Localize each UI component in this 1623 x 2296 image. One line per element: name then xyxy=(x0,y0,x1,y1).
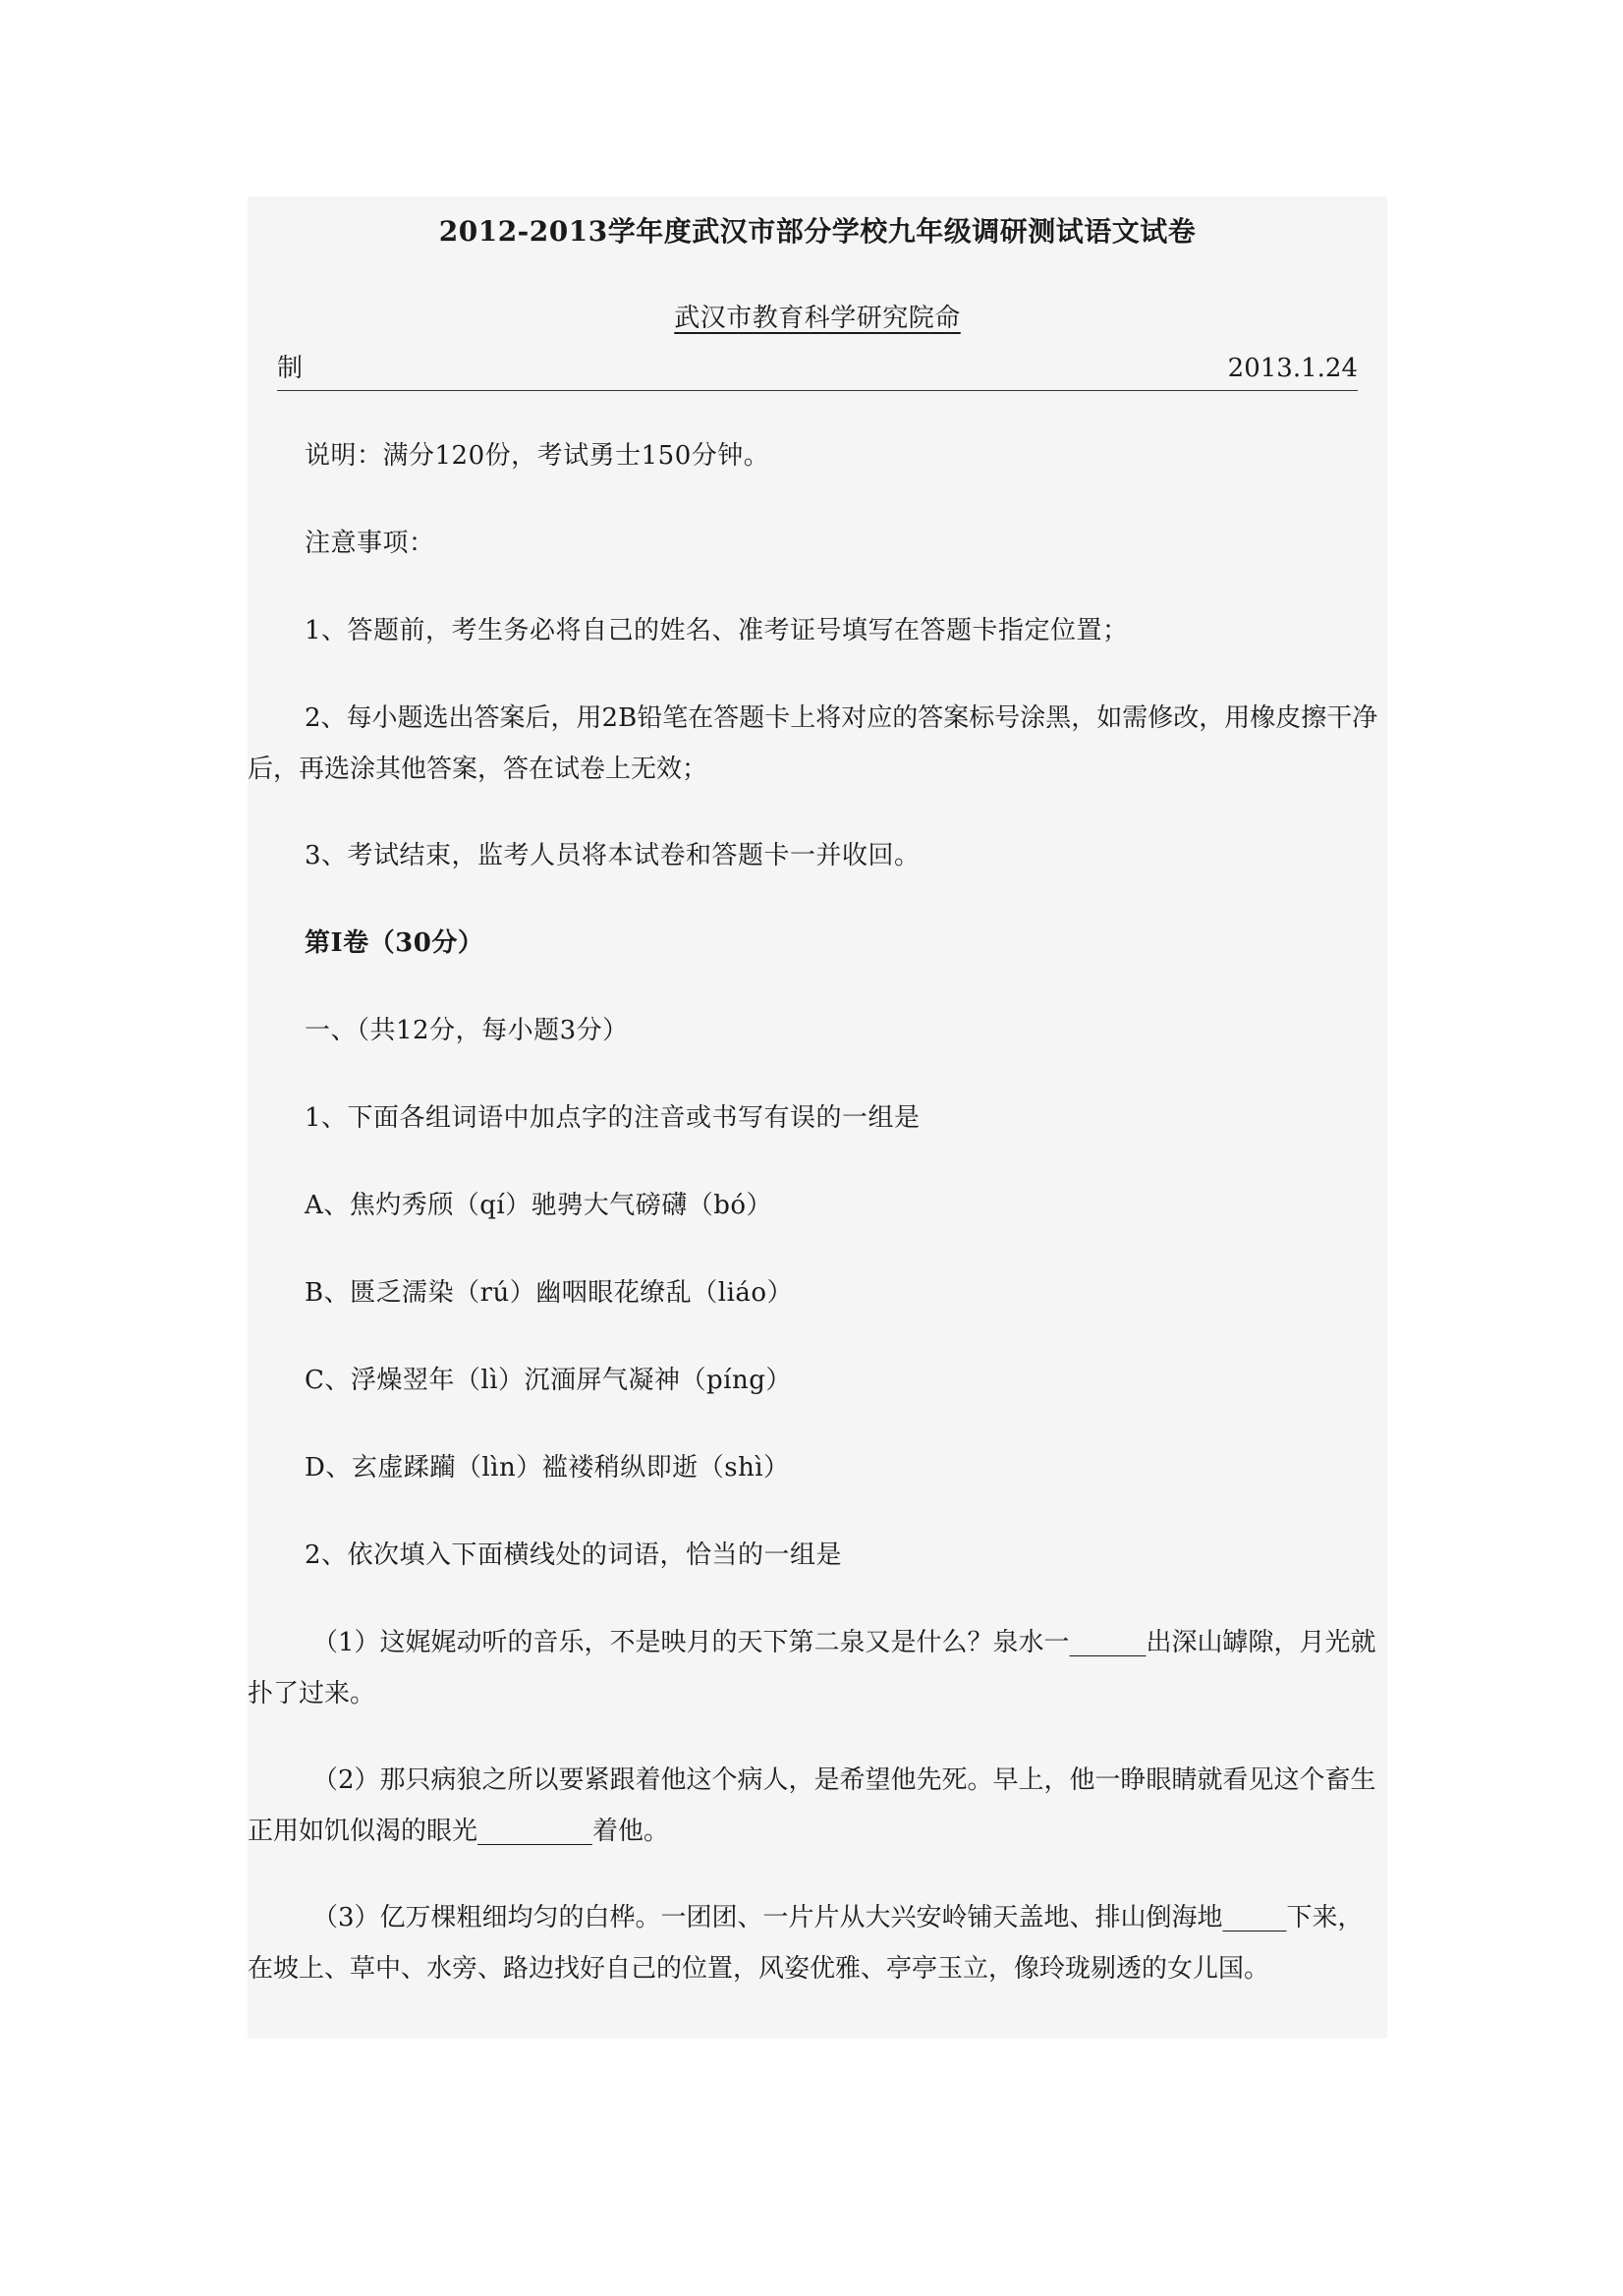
question-2-passage-1: （1）这娓娓动听的音乐，不是映月的天下第二泉又是什么？泉水一______出深山罅隙，月光就扑了过来。 xyxy=(248,1628,1376,1708)
question-2-passage-3: （3）亿万棵粗细均匀的白桦。一团团、一片片从大兴安岭铺天盖地、排山倒海地_____下来，在坡上、草中、水旁、路边找好自己的位置，风姿优雅、亭亭玉立，像玲珑剔透的女儿国。 xyxy=(248,1903,1364,1984)
question-1-option-b: B、匮乏濡染（rú）幽咽眼花缭乱（liáo） xyxy=(305,1278,794,1308)
question-2-stem: 2、依次填入下面横线处的词语，恰当的一组是 xyxy=(305,1540,843,1570)
exam-page xyxy=(248,196,1387,2039)
question-1-option-a: A、焦灼秀颀（qí）驰骋大气磅礴（bó） xyxy=(305,1191,773,1220)
exam-title: 2012-2013学年度武汉市部分学校九年级调研测试语文试卷 xyxy=(438,215,1197,248)
org-suffix: 制 xyxy=(277,354,304,383)
explanation-text: 说明：满分120份，考试勇士150分钟。 xyxy=(305,441,770,471)
question-2-passage-2: （2）那只病狼之所以要紧跟着他这个病人，是希望他先死。早上，他一睁眼睛就看见这个畜生正用如饥似渴的眼光_________着他。 xyxy=(248,1765,1376,1846)
organization-name: 武汉市教育科学研究院命 xyxy=(674,304,961,333)
note-item-3: 3、考试结束，监考人员将本试卷和答题卡一并收回。 xyxy=(305,841,921,870)
question-1-stem: 1、下面各组词语中加点字的注音或书写有误的一组是 xyxy=(305,1103,921,1133)
note-item-1: 1、答题前，考生务必将自己的姓名、准考证号填写在答题卡指定位置； xyxy=(305,616,1129,645)
section-heading: 第Ⅰ卷（30分） xyxy=(305,928,484,958)
notes-heading: 注意事项： xyxy=(305,529,435,558)
issue-line xyxy=(277,339,1358,391)
note-item-2: 2、每小题选出答案后，用2B铅笔在答题卡上将对应的答案标号涂黑，如需修改，用橡皮擦干净后，再选涂其他答案，答在试卷上无效； xyxy=(248,703,1378,784)
question-1-option-c: C、浮燥翌年（lì）沉湎屏气凝神（píng） xyxy=(305,1366,792,1395)
issuing-organization xyxy=(248,293,1387,344)
issue-date: 2013.1.24 xyxy=(1227,354,1358,383)
part-heading: 一、（共12分，每小题3分） xyxy=(305,1016,629,1045)
question-1-option-d: D、玄虚蹂躏（lìn）褴褛稍纵即逝（shì） xyxy=(305,1453,790,1483)
